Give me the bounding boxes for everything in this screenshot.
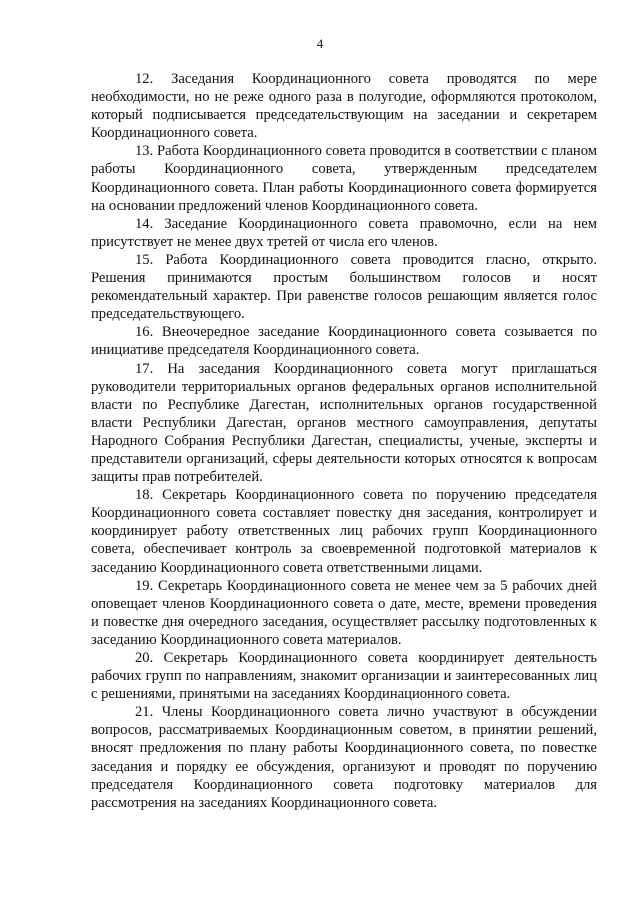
page-number: 4 xyxy=(316,36,324,51)
paragraph-20: 20. Секретарь Координационного совета координирует деятельность рабочих групп по направлениям, знакомит организации и заинтересованных лиц с решениями, принятыми на заседаниях Координационного совета. xyxy=(91,650,597,703)
paragraph-12: 12. Заседания Координационного совета проводятся по мере необходимости, но не реже одного раза в полугодие, оформляются протоколом, который подписывается председательствующим на заседании и секретарем Координационного совета. xyxy=(91,71,597,142)
paragraph-13: 13. Работа Координационного совета проводится в соответствии с планом работы Координационного совета, утвержденным председателем Координационного совета. План работы Координационного совета формируется на основании предложений членов Координационного совета. xyxy=(91,143,597,214)
paragraph-19: 19. Секретарь Координационного совета не менее чем за 5 рабочих дней оповещает членов Координационного совета о дате, месте, времени проведения и повестке дня очередного заседания, осуществляет рассылку подготовленных к заседанию Координационного совета материалов. xyxy=(91,577,597,648)
document-body xyxy=(91,70,597,812)
paragraph-15: 15. Работа Координационного совета проводится гласно, открыто. Решения принимаются простым большинством голосов и носят рекомендательный характер. При равенстве голосов решающим является голос председательствующего. xyxy=(91,251,597,323)
paragraph-21: 21. Члены Координационного совета лично участвуют в обсуждении вопросов, рассматриваемых Координационным советом, в принятии решений, вносят предложения по плану работы Координационного совета, по повестке заседания и порядку ее обсуждения, организуют и проводят по поручению председателя Координационного совета подготовку материалов для рассмотрения на заседаниях Координационного совета. xyxy=(91,704,597,811)
paragraph-16: 16. Внеочередное заседание Координационного совета созывается по инициативе председателя Координационного совета. xyxy=(91,324,597,359)
paragraph-14: 14. Заседание Координационного совета правомочно, если на нем присутствует не менее двух третей от числа его членов. xyxy=(91,215,597,250)
paragraph-18: 18. Секретарь Координационного совета по поручению председателя Координационного совета составляет повестку дня заседания, контролирует и координирует работу ответственных лиц рабочих групп Координационного совета, обеспечивает контроль за своевременной подготовкой материалов к заседанию Координационного совета ответственными лицами. xyxy=(91,487,597,576)
paragraph-17: 17. На заседания Координационного совета могут приглашаться руководители территориальных органов федеральных органов исполнительной власти по Республике Дагестан, исполнительных органов государственной власти Республики Дагестан, органов местного самоуправления, депутаты Народного Собрания Республики Дагестан, специалисты, ученые, эксперты и представители организаций, сферы деятельности которых относятся к вопросам защиты прав потребителей. xyxy=(91,360,597,486)
